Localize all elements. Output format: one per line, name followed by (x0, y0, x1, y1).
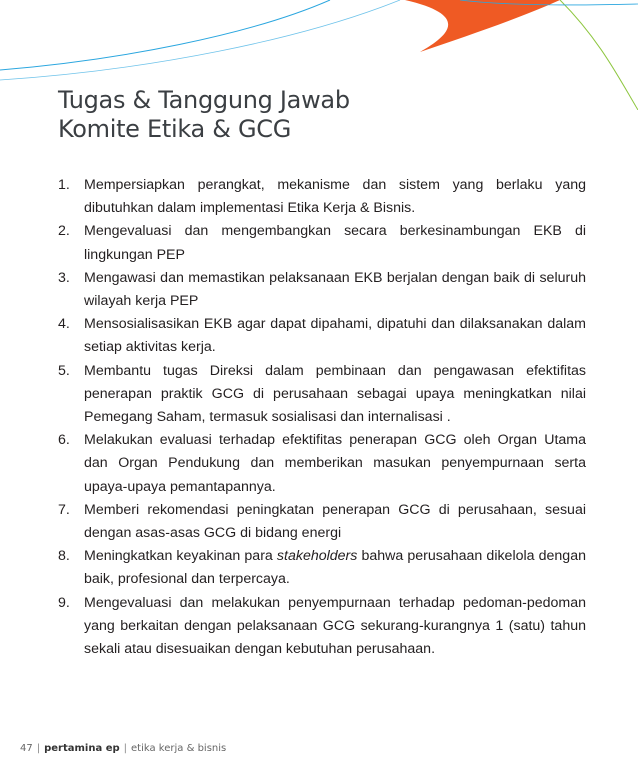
item-text: Mempersiapkan perangkat, mekanisme dan sistem yang berlaku yang dibutuhkan dalam implementasi Etika Kerja & Bisnis. (84, 177, 586, 217)
item-text: Mengevaluasi dan melakukan penyempurnaan terhadap pedoman-pedoman yang berkaitan dengan pelaksanaan GCG sekurang-kurangnya 1 (satu) tahun sekali atau disesuaikan dengan kebutuhan perusahaan. (84, 594, 586, 658)
item-number: 8. (58, 548, 70, 565)
item-text: Mengevaluasi dan mengembangkan secara berkesinambungan EKB di lingkungan PEP (84, 223, 586, 263)
page-footer (20, 743, 226, 754)
list-item (58, 174, 586, 220)
item-text: Membantu tugas Direksi dalam pembinaan dan pengawasan efektifitas penerapan praktik GCG di perusahaan sebagai upaya meningkatkan nilai Pemegang Saham, termasuk sosialisasi dan internalisasi . (84, 362, 586, 426)
list-item (58, 267, 586, 313)
item-number: 9. (58, 594, 70, 611)
item-text-post: bahwa perusahaan dikelola dengan baik, profesional dan terpercaya. (84, 548, 586, 588)
footer-brand: pertamina ep (44, 743, 120, 754)
list-item (58, 220, 586, 266)
item-number: 7. (58, 501, 70, 518)
item-number: 6. (58, 432, 70, 449)
list-item (58, 592, 586, 662)
title-line-1: Tugas & Tanggung Jawab (58, 86, 350, 114)
item-text: Mengawasi dan memastikan pelaksanaan EKB berjalan dengan baik di seluruh wilayah kerja PEP (84, 269, 586, 310)
item-text: Melakukan evaluasi terhadap efektifitas penerapan GCG oleh Organ Utama dan Organ Pendukung dan memberikan masukan penyempurnaan serta upaya-upaya pemantapannya. (84, 432, 586, 495)
list-item (58, 313, 586, 359)
item-text-pre: Meningkatkan keyakinan para (84, 548, 277, 565)
item-number: 4. (58, 316, 70, 333)
list-item (58, 360, 586, 430)
item-number: 1. (58, 177, 70, 193)
list-item (58, 499, 586, 545)
item-text-emphasis: stakeholders (276, 548, 358, 565)
item-text: Mensosialisasikan EKB agar dapat dipahami, dipatuhi dan dilaksanakan dalam setiap aktivitas kerja. (84, 316, 586, 356)
green-swoosh-line (560, 0, 638, 110)
item-text: Memberi rekomendasi peningkatan penerapan GCG di perusahaan, sesuai dengan asas-asas GCG di bidang energi (84, 501, 586, 542)
page-title (58, 86, 350, 144)
duties-list (58, 174, 586, 661)
blue-swoosh-line (0, 0, 330, 70)
item-number: 5. (58, 362, 70, 379)
item-number: 3. (58, 269, 70, 286)
footer-separator: | (36, 743, 41, 754)
footer-subtitle: etika kerja & bisnis (131, 743, 227, 754)
footer-separator-2: | (123, 743, 128, 754)
item-number: 2. (58, 223, 70, 240)
list-item (58, 429, 586, 499)
orange-swoosh (405, 0, 560, 52)
list-item (58, 545, 586, 591)
page-number: 47 (20, 743, 33, 754)
title-line-2: Komite Etika & GCG (58, 115, 292, 143)
